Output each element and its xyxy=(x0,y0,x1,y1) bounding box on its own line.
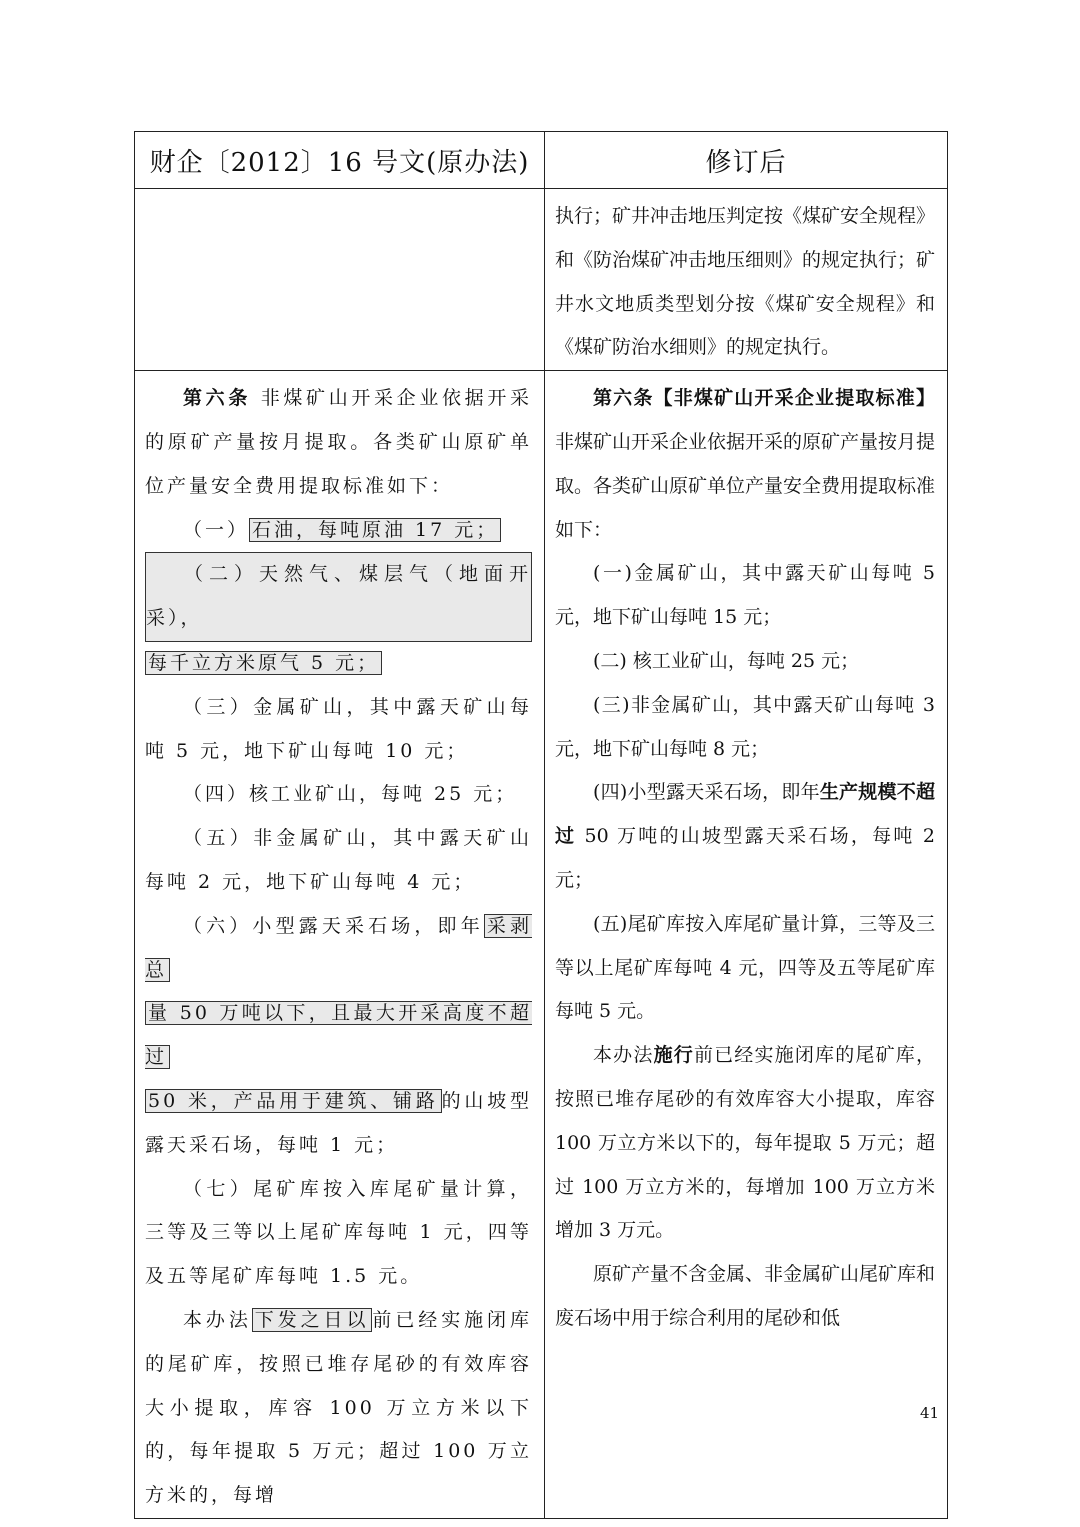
original-article-cell xyxy=(135,371,545,1519)
row1-left-cell xyxy=(135,189,545,371)
item-prefix: （一） xyxy=(183,518,250,541)
article-body: 非煤矿山开采企业依据开采的原矿产量按月提取。各类矿山原矿单位产量安全费用提取标准如下： xyxy=(555,430,936,541)
highlighted-text: （二）天然气、煤层气（地面开采）， xyxy=(145,552,532,642)
list-item: (五)尾矿库按入库尾矿量计算，三等及三等以上尾矿库每吨 4 元，四等及五等尾矿库每吨 5 元。 xyxy=(555,912,935,1023)
item-prefix: (四)小型露天采石场，即年 xyxy=(593,781,820,804)
list-item xyxy=(145,509,532,553)
list-item xyxy=(555,771,935,902)
list-item: （三）金属矿山，其中露天矿山每吨 5 元，地下矿山每吨 10 元； xyxy=(145,695,532,762)
closing-paragraph xyxy=(145,1299,532,1518)
revised-article-cell xyxy=(545,371,948,1519)
highlighted-text: 每千立方米原气 5 元； xyxy=(145,651,382,675)
paragraph-prefix: 本办法 xyxy=(593,1044,654,1067)
list-item: (一)金属矿山，其中露天矿山每吨 5 元，地下矿山每吨 15 元； xyxy=(555,562,935,629)
row1-right-cell xyxy=(545,189,948,371)
bold-text: 施行 xyxy=(653,1044,694,1067)
highlighted-text: 采剥总 xyxy=(145,914,532,981)
highlighted-text: 量 50 万吨以下，且最大开采高度不超过 xyxy=(145,1002,532,1069)
header-row xyxy=(135,132,948,189)
article-body: 非煤矿山开采企业依据开采的原矿产量按月提取。各类矿山原矿单位产量安全费用提取标准如下： xyxy=(145,387,532,497)
paragraph-rest: 前已经实施闭库的尾矿库，按照已堆存尾砂的有效库容大小提取，库容 100 万立方米以下的，每年提取 5 万元；超过 100 万立方米的，每增 xyxy=(145,1308,532,1507)
closing-paragraph: 原矿产量不含金属、非金属矿山尾矿库和废石场中用于综合利用的尾砂和低 xyxy=(555,1263,936,1329)
comparison-table xyxy=(134,131,948,1519)
table-row xyxy=(135,189,948,371)
article-title: 第六条【非煤矿山开采企业提取标准】 xyxy=(593,387,935,410)
row1-right-text: 执行；矿井冲击地压判定按《煤矿安全规程》和《防治煤矿冲击地压细则》的规定执行；矿井水文地质类型划分按《煤矿安全规程》和《煤矿防治水细则》的规定执行。 xyxy=(555,205,936,359)
list-item xyxy=(145,905,532,1168)
item-rest: 的山坡型露天采石场，每吨 1 元； xyxy=(145,1089,532,1156)
item-rest: 50 万吨的山坡型露天采石场，每吨 2 元； xyxy=(555,825,935,891)
list-item: （四）核工业矿山，每吨 25 元； xyxy=(183,783,518,806)
list-item: （五）非金属矿山，其中露天矿山每吨 2 元，地下矿山每吨 4 元； xyxy=(145,827,532,893)
header-left: 财企〔2012〕16 号文(原办法) xyxy=(135,132,545,189)
revised-article-six xyxy=(555,377,935,552)
list-item xyxy=(145,552,532,685)
paragraph-rest: 前已经实施闭库的尾矿库，按照已堆存尾砂的有效库容大小提取，库容 100 万立方米以下的，每年提取 5 万元；超过 100 万立方米的，每增加 100 万立方米增加 3 万元。 xyxy=(555,1044,935,1242)
page-number: 41 xyxy=(920,1404,940,1422)
header-right: 修订后 xyxy=(545,132,948,189)
list-item: （七）尾矿库按入库尾矿量计算，三等及三等以上尾矿库每吨 1 元，四等及五等尾矿库每吨 1.5 元。 xyxy=(145,1177,532,1288)
item-prefix: （六）小型露天采石场，即年 xyxy=(183,914,484,937)
original-article-six xyxy=(145,377,532,508)
paragraph-prefix: 本办法 xyxy=(183,1308,252,1331)
bold-text: 生产规模不超过 xyxy=(555,781,935,848)
highlighted-text: 50 米，产品用于建筑、铺路 xyxy=(145,1089,442,1113)
highlighted-text: 下发之日以 xyxy=(252,1308,373,1332)
list-item: (三)非金属矿山，其中露天矿山每吨 3 元，地下矿山每吨 8 元； xyxy=(555,693,935,760)
closing-paragraph xyxy=(555,1034,935,1253)
list-item: (二) 核工业矿山，每吨 25 元； xyxy=(593,649,860,672)
highlighted-text: 石油，每吨原油 17 元； xyxy=(249,518,501,542)
article-title: 第六条 xyxy=(183,387,251,410)
table-row xyxy=(135,371,948,1519)
